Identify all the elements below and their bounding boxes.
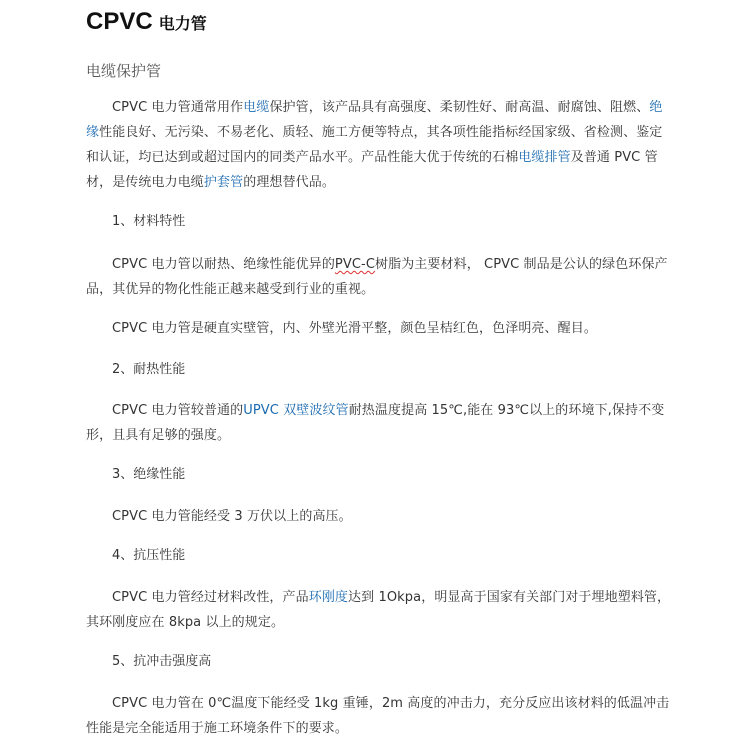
pressure-paragraph xyxy=(86,585,672,635)
link-upvc-pipe[interactable]: UPVC 双壁波纹管 xyxy=(243,403,349,418)
impact-paragraph xyxy=(86,691,672,741)
title-sub: 电力管 xyxy=(158,14,207,33)
insulation-paragraph xyxy=(86,504,672,529)
section-heading-pressure: 4、抗压性能 xyxy=(112,548,186,563)
text: CPVC 电力管经过材料改性，产品 xyxy=(112,590,309,605)
text: 及普通 PVC 管材，是传统电力电缆 xyxy=(86,150,658,190)
text: 的理想替代品。 xyxy=(243,175,335,190)
text: CPVC 电力管通常用作 xyxy=(112,100,244,115)
spellcheck-word: PVC-C xyxy=(334,257,375,272)
section-heading-heat: 2、耐热性能 xyxy=(112,362,186,377)
link-insulation[interactable]: 绝缘 xyxy=(86,100,663,140)
text: CPVC 电力管能经受 3 万伏以上的高压。 xyxy=(112,509,352,524)
text: 树脂为主要材料， CPVC 制品是公认的绿色环保产品，其优异的物化性能正越来越受到行业的重视。 xyxy=(86,257,668,297)
title-main: CPVC xyxy=(86,8,153,35)
text: 达到 1Okpa，明显高于国家有关部门对于埋地塑料管，其环刚度应在 8kpa 以上的规定。 xyxy=(86,590,671,630)
section-heading-impact: 5、抗冲击强度高 xyxy=(112,654,212,669)
heat-paragraph xyxy=(86,398,672,448)
link-cable[interactable]: 电缆 xyxy=(243,100,270,115)
page-subtitle: 电缆保护管 xyxy=(86,62,162,80)
material-paragraph-2 xyxy=(86,316,672,341)
text: 性能良好、无污染、不易老化、质轻、施工方便等特点，其各项性能指标经国家级、省检测、鉴定和认证，均已达到或超过国内的同类产品水平。产品性能大优于传统的石棉 xyxy=(86,125,663,165)
section-heading-material: 1、材料特性 xyxy=(112,214,186,229)
link-sheath-pipe[interactable]: 护套管 xyxy=(203,175,244,190)
text: CPVC 电力管是硬直实壁管，内、外壁光滑平整，颜色呈桔红色，色泽明亮、醒目。 xyxy=(112,321,597,336)
page-title xyxy=(86,8,207,36)
text: 耐热温度提高 15℃,能在 93℃以上的环境下,保持不变形，且具有足够的强度。 xyxy=(86,403,665,443)
section-heading-insulation: 3、绝缘性能 xyxy=(112,467,186,482)
text: CPVC 电力管以耐热、绝缘性能优异的 xyxy=(112,257,335,272)
text: 保护管，该产品具有高强度、柔韧性好、耐高温、耐腐蚀、阻燃、 xyxy=(269,100,650,115)
text: CPVC 电力管较普通的 xyxy=(112,403,244,418)
material-paragraph-1 xyxy=(86,252,672,302)
link-cable-duct[interactable]: 电缆排管 xyxy=(518,150,571,165)
link-ring-stiffness[interactable]: 环刚度 xyxy=(308,590,349,605)
intro-paragraph xyxy=(86,95,672,195)
text: CPVC 电力管在 0℃温度下能经受 1kg 重锤，2m 高度的冲击力，充分反应出该材料的低温冲击性能是完全能适用于施工环境条件下的要求。 xyxy=(86,696,670,736)
